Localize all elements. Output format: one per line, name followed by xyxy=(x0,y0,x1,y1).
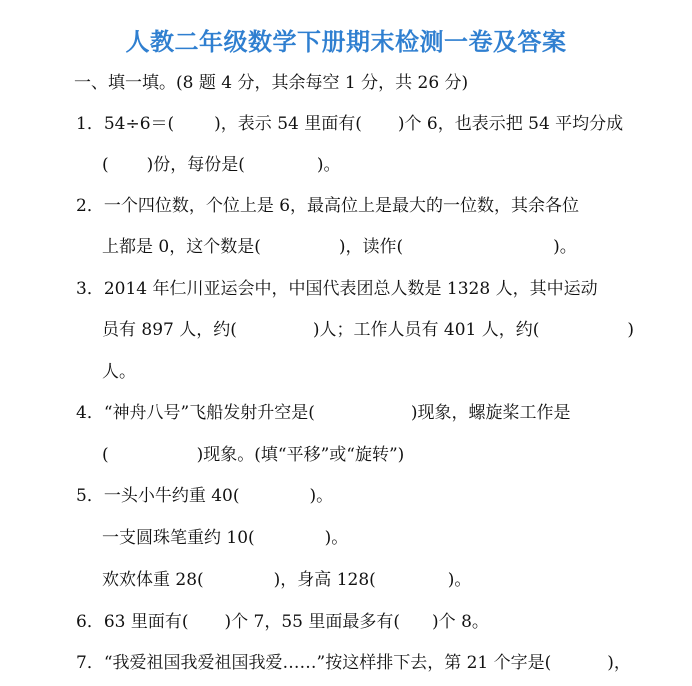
question-number: 6． xyxy=(76,612,104,632)
question-1-line-2: ( )份，每份是( )。 xyxy=(102,155,341,175)
question-2-line-2: 上都是 0，这个数是( )，读作( )。 xyxy=(102,237,577,257)
question-7-line-1: 7．“我爱祖国我爱祖国我爱……”按这样排下去，第 21 个字是( )， xyxy=(76,653,631,673)
question-6-line-1: 6．63 里面有( )个 7，55 里面最多有( )个 8。 xyxy=(76,612,489,632)
section-heading: 一、填一填。(8 题 4 分，其余每空 1 分，共 26 分) xyxy=(74,73,469,93)
question-number: 1． xyxy=(76,114,104,134)
question-number: 2． xyxy=(76,196,104,216)
question-number: 4． xyxy=(76,403,104,423)
page-title: 人教二年级数学下册期末检测一卷及答案 xyxy=(125,28,567,56)
question-5-line-2: 一支圆珠笔重约 10( )。 xyxy=(102,528,349,548)
question-5-line-1: 5．一头小牛约重 40( )。 xyxy=(76,486,334,506)
question-3-line-3: 人。 xyxy=(102,362,136,382)
question-2-line-1: 2．一个四位数，个位上是 6，最高位上是最大的一位数，其余各位 xyxy=(76,196,580,216)
question-1-line-1: 1．54÷6＝( )，表示 54 里面有( )个 6，也表示把 54 平均分成 xyxy=(76,114,624,134)
question-3-line-1: 3．2014 年仁川亚运会中，中国代表团总人数是 1328 人，其中运动 xyxy=(76,279,598,299)
question-4-line-2: ( )现象。(填“平移”或“旋转”) xyxy=(102,445,405,465)
question-number: 3． xyxy=(76,279,104,299)
question-5-line-3: 欢欢体重 28( )，身高 128( )。 xyxy=(102,570,472,590)
question-3-line-2: 员有 897 人，约( )人；工作人员有 401 人，约( ) xyxy=(102,320,635,340)
question-number: 7． xyxy=(76,653,104,673)
question-4-line-1: 4．“神舟八号”飞船发射升空是( )现象，螺旋桨工作是 xyxy=(76,403,571,423)
question-number: 5． xyxy=(76,486,104,506)
